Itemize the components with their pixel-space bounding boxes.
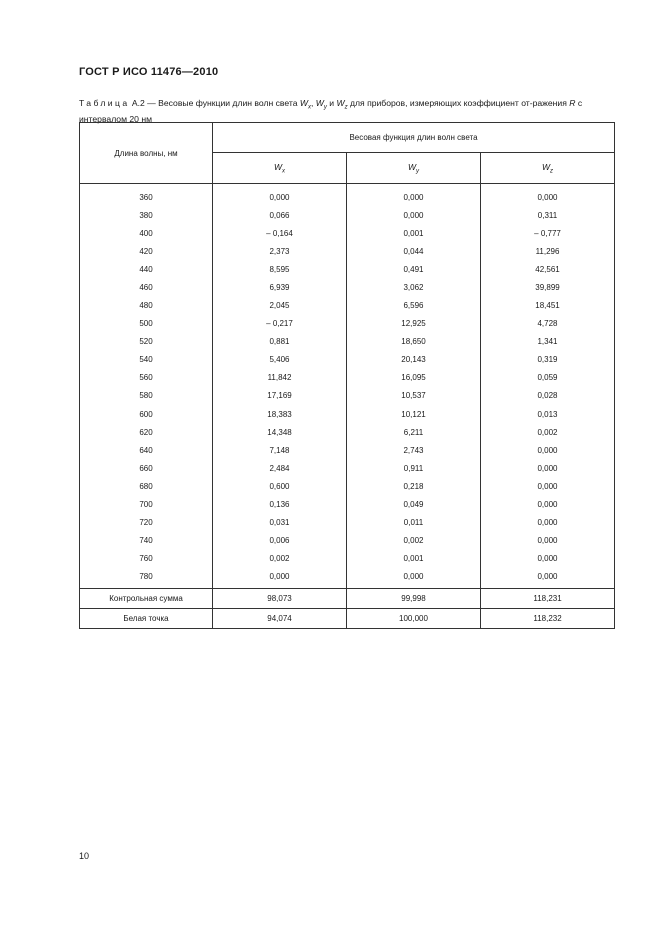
wavelength-cell: 760 — [80, 550, 213, 568]
wy-cell: 6,211 — [347, 423, 481, 441]
caption-label: Таблица — [79, 98, 130, 108]
wz-cell: – 0,777 — [481, 224, 615, 242]
wz-cell: 11,296 — [481, 242, 615, 260]
wz-cell: 39,899 — [481, 278, 615, 296]
wx-cell: 5,406 — [213, 351, 347, 369]
wy-cell: 16,095 — [347, 369, 481, 387]
wy-cell: 0,001 — [347, 550, 481, 568]
wavelength-cell: 680 — [80, 477, 213, 495]
table-row — [80, 387, 615, 405]
table-row — [80, 568, 615, 589]
wy-cell: 0,011 — [347, 514, 481, 532]
wavelength-cell: 500 — [80, 315, 213, 333]
wavelength-cell: 560 — [80, 369, 213, 387]
wx-cell: 0,000 — [213, 568, 347, 589]
table-row — [80, 224, 615, 242]
wz-cell: 0,002 — [481, 423, 615, 441]
header-wx: $W_x$ — [213, 153, 347, 184]
wx-cell: 18,383 — [213, 405, 347, 423]
wy-cell: 18,650 — [347, 333, 481, 351]
page-number: 10 — [79, 851, 90, 861]
table-row — [80, 369, 615, 387]
wz-cell: 0,000 — [481, 514, 615, 532]
wy-cell: 0,000 — [347, 568, 481, 589]
wx-cell: – 0,164 — [213, 224, 347, 242]
table-caption: Таблица А.2 — Весовые функции длин волн света $W_x$, $W_y$ и $W_z$ для приборов, измеряющих коэффициент от-ражения R с интервалом 20 нм — [79, 98, 583, 124]
table-row — [80, 532, 615, 550]
wavelength-cell: 740 — [80, 532, 213, 550]
wavelength-cell: 780 — [80, 568, 213, 589]
wz-cell: 0,000 — [481, 532, 615, 550]
caption-text-before: А.2 — Весовые функции длин волн света — [129, 98, 300, 108]
wx-cell: 0,006 — [213, 532, 347, 550]
total-label-cell: Контрольная сумма — [80, 588, 213, 608]
wavelength-cell: 360 — [80, 184, 213, 207]
wz-cell: 18,451 — [481, 296, 615, 314]
caption-text-after: для приборов, измеряющих коэффициент от-ражения — [347, 98, 570, 108]
wy-cell: 10,537 — [347, 387, 481, 405]
wx-cell: 0,066 — [213, 206, 347, 224]
table-row — [80, 206, 615, 224]
wz-cell: 0,000 — [481, 441, 615, 459]
wavelength-cell: 600 — [80, 405, 213, 423]
caption-text-end: с интервалом 20 нм — [79, 98, 583, 124]
table-row — [80, 514, 615, 532]
wy-cell: 0,044 — [347, 242, 481, 260]
wy-cell: 20,143 — [347, 351, 481, 369]
caption-wz: $W_z$ — [336, 98, 348, 111]
wy-cell: 100,000 — [347, 608, 481, 628]
wx-cell: 2,484 — [213, 459, 347, 477]
wz-cell: 42,561 — [481, 260, 615, 278]
wz-cell: 0,000 — [481, 550, 615, 568]
header-wy: $W_y$ — [347, 153, 481, 184]
wy-cell: 99,998 — [347, 588, 481, 608]
wz-cell: 0,311 — [481, 206, 615, 224]
wz-cell: 1,341 — [481, 333, 615, 351]
wz-cell: 118,232 — [481, 608, 615, 628]
wy-cell: 6,596 — [347, 296, 481, 314]
wavelength-cell: 460 — [80, 278, 213, 296]
table-row — [80, 333, 615, 351]
wz-cell: 0,028 — [481, 387, 615, 405]
wx-cell: 2,373 — [213, 242, 347, 260]
wavelength-cell: 380 — [80, 206, 213, 224]
table-row — [80, 477, 615, 495]
wz-cell: 0,000 — [481, 477, 615, 495]
wy-cell: 3,062 — [347, 278, 481, 296]
table-row — [80, 242, 615, 260]
table-row — [80, 496, 615, 514]
wy-cell: 10,121 — [347, 405, 481, 423]
wavelength-cell: 660 — [80, 459, 213, 477]
wx-cell: 6,939 — [213, 278, 347, 296]
table-row — [80, 459, 615, 477]
wx-cell: 8,595 — [213, 260, 347, 278]
wz-cell: 0,059 — [481, 369, 615, 387]
wz-cell: 0,000 — [481, 496, 615, 514]
wavelength-cell: 400 — [80, 224, 213, 242]
wy-cell: 12,925 — [347, 315, 481, 333]
wx-cell: 0,136 — [213, 496, 347, 514]
total-label-cell: Белая точка — [80, 608, 213, 628]
wx-cell: 17,169 — [213, 387, 347, 405]
wavelength-cell: 540 — [80, 351, 213, 369]
wx-cell: 14,348 — [213, 423, 347, 441]
wx-cell: 0,000 — [213, 184, 347, 207]
wavelength-cell: 640 — [80, 441, 213, 459]
document-title: ГОСТ Р ИСО 11476—2010 — [79, 66, 219, 78]
table-row — [80, 315, 615, 333]
table-row — [80, 351, 615, 369]
wz-cell: 0,319 — [481, 351, 615, 369]
wy-cell: 0,000 — [347, 184, 481, 207]
table-row — [80, 423, 615, 441]
wz-cell: 118,231 — [481, 588, 615, 608]
wx-cell: 94,074 — [213, 608, 347, 628]
caption-r: R — [569, 98, 576, 108]
wy-cell: 2,743 — [347, 441, 481, 459]
header-wavelength: Длина волны, нм — [80, 123, 213, 184]
wx-cell: 2,045 — [213, 296, 347, 314]
wz-cell: 0,000 — [481, 459, 615, 477]
weighting-functions-table — [79, 122, 615, 629]
header-wz: $W_z$ — [481, 153, 615, 184]
wy-cell: 0,002 — [347, 532, 481, 550]
wx-cell: 98,073 — [213, 588, 347, 608]
wx-cell: 0,881 — [213, 333, 347, 351]
wx-cell: – 0,217 — [213, 315, 347, 333]
table-row — [80, 278, 615, 296]
wx-cell: 0,031 — [213, 514, 347, 532]
wz-cell: 0,000 — [481, 184, 615, 207]
table-row — [80, 296, 615, 314]
wy-cell: 0,001 — [347, 224, 481, 242]
caption-wx: $W_x$ — [299, 98, 311, 111]
wavelength-cell: 620 — [80, 423, 213, 441]
wavelength-cell: 440 — [80, 260, 213, 278]
table-row — [80, 405, 615, 423]
wy-cell: 0,491 — [347, 260, 481, 278]
table-row — [80, 441, 615, 459]
wz-cell: 0,013 — [481, 405, 615, 423]
wavelength-cell: 720 — [80, 514, 213, 532]
wy-cell: 0,049 — [347, 496, 481, 514]
wavelength-cell: 420 — [80, 242, 213, 260]
wx-cell: 0,002 — [213, 550, 347, 568]
wavelength-cell: 700 — [80, 496, 213, 514]
table-row — [80, 184, 615, 207]
wy-cell: 0,911 — [347, 459, 481, 477]
wx-cell: 11,842 — [213, 369, 347, 387]
wavelength-cell: 520 — [80, 333, 213, 351]
white-point-row — [80, 608, 615, 628]
checksum-row — [80, 588, 615, 608]
caption-wy: $W_y$ — [315, 98, 327, 111]
header-weight-function: Весовая функция длин волн света — [213, 123, 615, 153]
wy-cell: 0,000 — [347, 206, 481, 224]
table-row — [80, 550, 615, 568]
wavelength-cell: 580 — [80, 387, 213, 405]
table-totals — [80, 588, 615, 628]
table-row — [80, 260, 615, 278]
wx-cell: 7,148 — [213, 441, 347, 459]
wz-cell: 0,000 — [481, 568, 615, 589]
wavelength-cell: 480 — [80, 296, 213, 314]
wx-cell: 0,600 — [213, 477, 347, 495]
table-body — [80, 184, 615, 589]
wz-cell: 4,728 — [481, 315, 615, 333]
wy-cell: 0,218 — [347, 477, 481, 495]
